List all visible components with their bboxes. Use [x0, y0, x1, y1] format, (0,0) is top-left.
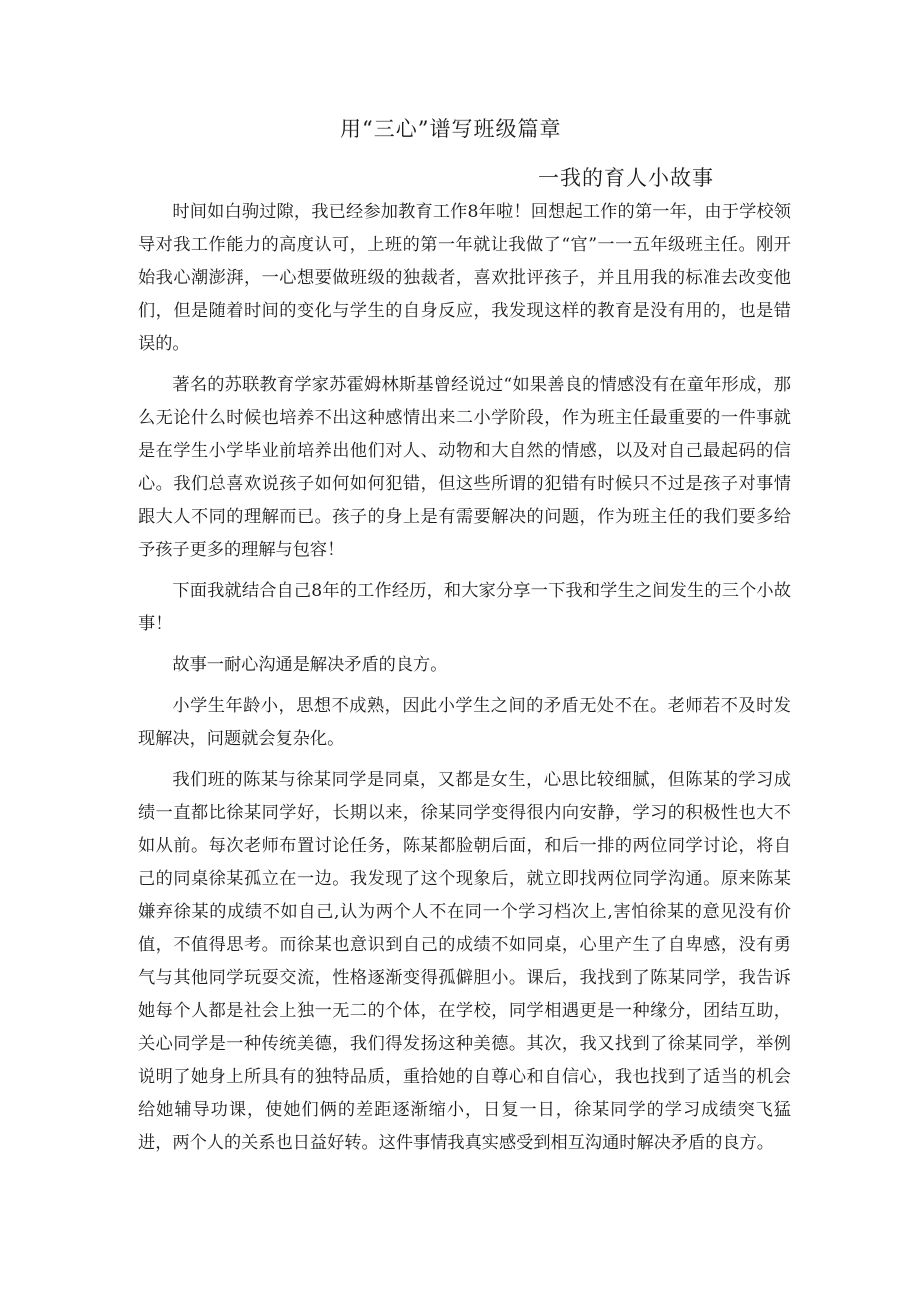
paragraph-story-one-heading: 故事一耐心沟通是解决矛盾的良方。 [172, 655, 448, 675]
document-body [138, 196, 791, 1160]
paragraph-quote: 著名的苏联教育学家苏霍姆林斯基曾经说过“如果善良的情感没有在童年形成，那么无论什么时候也培养不出这种感情出来二小学阶段，作为班主任最重要的一件事就是在学生小学毕业前培养出他们对人、动物和大自然的情感，以及对自己最起码的信心。我们总喜欢说孩子如何如何犯错，但这些所谓的犯错有时候只不过是孩子对事情跟大人不同的理解而已。孩子的身上是有需要解决的问题，作为班主任的我们要多给予孩子更多的理解与包容！ [138, 375, 791, 560]
document-subtitle: 一我的育人小故事 [538, 166, 714, 190]
paragraph-intro: 时间如白驹过隙，我已经参加教育工作8年啦！回想起工作的第一年，由于学校领导对我工作能力的高度认可，上班的第一年就让我做了“官”一一五年级班主任。刚开始我心潮澎湃，一心想要做班级的独裁者，喜欢批评孩子，并且用我的标准去改变他们，但是随着时间的变化与学生的自身反应，我发现这样的教育是没有用的，也是错误的。 [138, 202, 791, 354]
document-title: 用“三心”谱写班级篇章 [340, 117, 562, 141]
paragraph-preview: 下面我就结合自己8年的工作经历，和大家分享一下我和学生之间发生的三个小故事！ [138, 581, 791, 634]
paragraph-story-one-context: 小学生年龄小，思想不成熟，因此小学生之间的矛盾无处不在。老师若不及时发现解决，问题就会复杂化。 [138, 696, 791, 749]
paragraph-story-one-body: 我们班的陈某与徐某同学是同桌，又都是女生，心思比较细腻，但陈某的学习成绩一直都比徐某同学好，长期以来，徐某同学变得很内向安静，学习的积极性也大不如从前。每次老师布置讨论任务，陈某都脸朝后面，和后一排的两位同学讨论，将自己的同桌徐某孤立在一边。我发现了这个现象后，就立即找两位同学沟通。原来陈某嫌弃徐某的成绩不如自己,认为两个人不在同一个学习档次上,害怕徐某的意见没有价值，不值得思考。而徐某也意识到自己的成绩不如同桌，心里产生了自卑感，没有勇气与其他同学玩耍交流，性格逐渐变得孤僻胆小。课后，我找到了陈某同学，我告诉她每个人都是社会上独一无二的个体，在学校，同学相遇更是一种缘分，团结互助，关心同学是一种传统美德，我们得发扬这种美德。其次，我又找到了徐某同学，举例说明了她身上所具有的独特品质，重拾她的自尊心和自信心，我也找到了适当的机会给她辅导功课，使她们俩的差距逐渐缩小，日复一日，徐某同学的学习成绩突飞猛进，两个人的关系也日益好转。这件事情我真实感受到相互沟通时解决矛盾的良方。 [138, 770, 791, 1153]
